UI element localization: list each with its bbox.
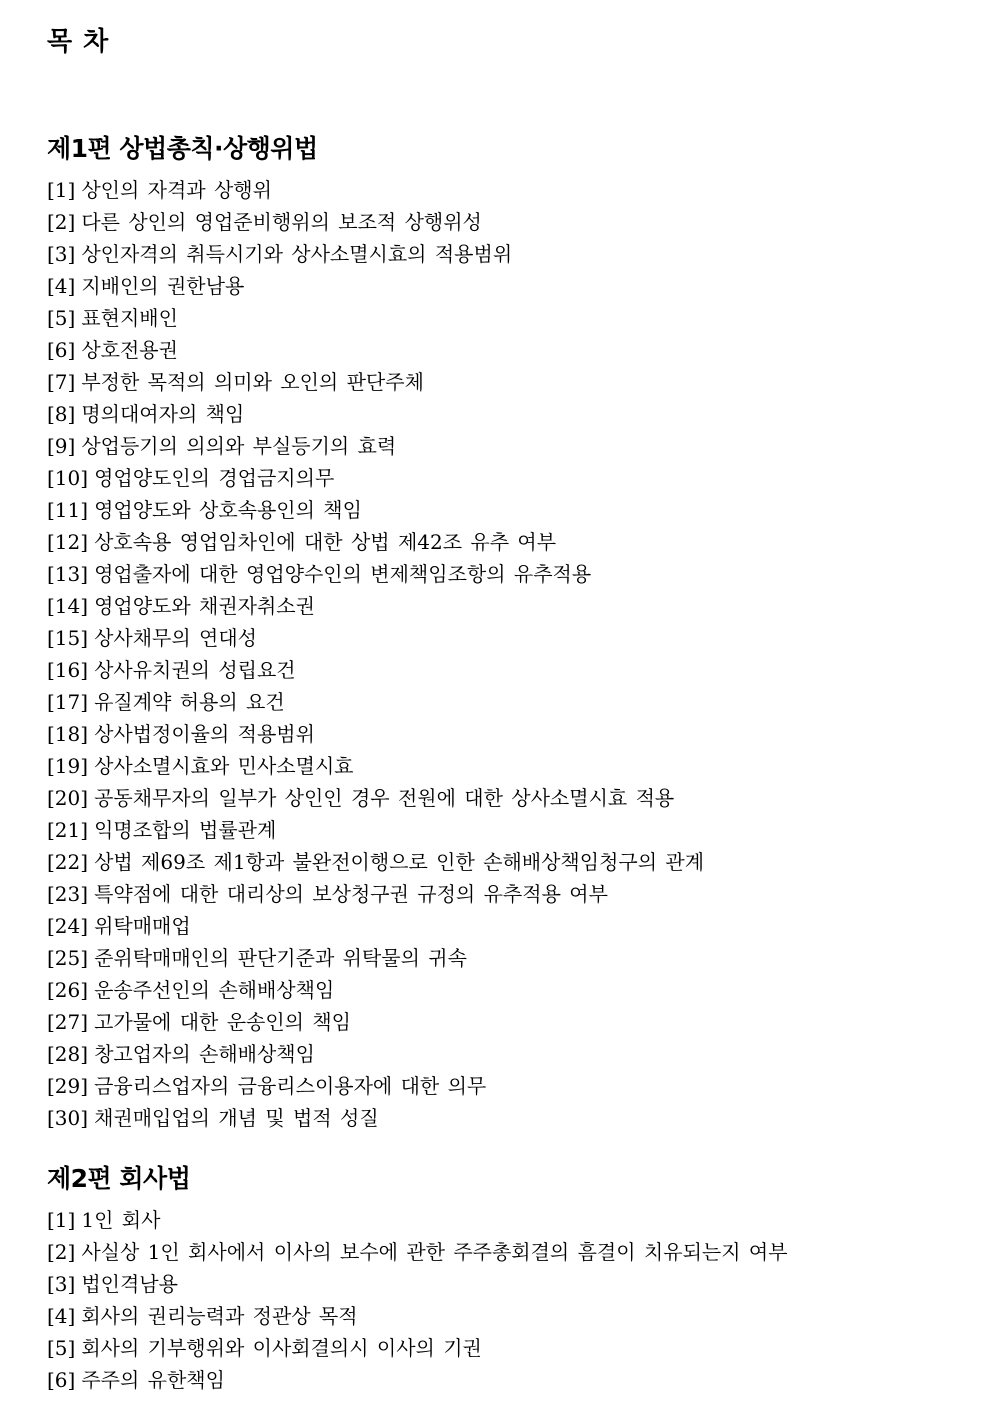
entry-title: 주주의 유한책임	[81, 1368, 225, 1392]
toc-entry	[47, 1364, 967, 1396]
entry-title: 영업양도와 상호속용인의 책임	[94, 498, 362, 522]
entry-number: [9]	[47, 434, 76, 458]
entry-title: 상호전용권	[81, 338, 178, 362]
entry-title: 상사법정이율의 적용범위	[94, 722, 315, 746]
entry-title: 익명조합의 법률관계	[94, 818, 277, 842]
entry-title: 공동채무자의 일부가 상인인 경우 전원에 대한 상사소멸시효 적용	[94, 786, 675, 810]
entry-number: [29]	[47, 1074, 89, 1098]
entry-title: 상인자격의 취득시기와 상사소멸시효의 적용범위	[81, 242, 513, 266]
toc-entry	[47, 1038, 967, 1070]
toc-entry	[47, 1070, 967, 1102]
entry-title: 상인의 자격과 상행위	[81, 178, 272, 202]
part-title: 제2편 회사법	[47, 1164, 191, 1193]
toc-entry	[47, 750, 967, 782]
entry-title: 명의대여자의 책임	[81, 402, 245, 426]
entry-number: [22]	[47, 850, 89, 874]
entry-title: 영업양도와 채권자취소권	[94, 594, 315, 618]
entry-title: 회사의 권리능력과 정관상 목적	[81, 1304, 358, 1328]
entry-number: [4]	[47, 1304, 76, 1328]
part-2	[47, 1160, 967, 1396]
toc-entry	[47, 270, 967, 302]
entry-number: [14]	[47, 594, 89, 618]
toc-entry	[47, 974, 967, 1006]
part-1-entries	[47, 174, 967, 1134]
entry-title: 사실상 1인 회사에서 이사의 보수에 관한 주주총회결의 흠결이 치유되는지 여부	[81, 1240, 788, 1264]
entry-title: 상업등기의 의의와 부실등기의 효력	[81, 434, 397, 458]
entry-number: [6]	[47, 338, 76, 362]
toc-title: 목 차	[47, 27, 110, 57]
entry-title: 채권매입업의 개념 및 법적 성질	[94, 1106, 379, 1130]
entry-number: [7]	[47, 370, 76, 394]
toc-entry	[47, 206, 967, 238]
entry-number: [10]	[47, 466, 89, 490]
entry-number: [17]	[47, 690, 89, 714]
entry-number: [2]	[47, 1240, 76, 1264]
entry-title: 위탁매매업	[94, 914, 191, 938]
entry-number: [3]	[47, 1272, 76, 1296]
entry-number: [5]	[47, 306, 76, 330]
entry-number: [5]	[47, 1336, 76, 1360]
entry-number: [13]	[47, 562, 89, 586]
entry-number: [15]	[47, 626, 89, 650]
toc-entry	[47, 590, 967, 622]
toc-entry	[47, 1006, 967, 1038]
toc-page	[47, 22, 967, 1396]
toc-entry	[47, 942, 967, 974]
toc-entry	[47, 622, 967, 654]
toc-entry	[47, 1300, 967, 1332]
entry-number: [30]	[47, 1106, 89, 1130]
part-title: 제1편 상법총칙·상행위법	[47, 134, 318, 163]
entry-number: [8]	[47, 402, 76, 426]
part-2-entries	[47, 1204, 967, 1396]
entry-number: [1]	[47, 1208, 76, 1232]
toc-entry	[47, 398, 967, 430]
entry-title: 영업출자에 대한 영업양수인의 변제책임조항의 유추적용	[94, 562, 592, 586]
entry-number: [28]	[47, 1042, 89, 1066]
entry-number: [1]	[47, 178, 76, 202]
entry-number: [24]	[47, 914, 89, 938]
toc-entry	[47, 878, 967, 910]
toc-entry	[47, 526, 967, 558]
entry-title: 상사유치권의 성립요건	[94, 658, 296, 682]
toc-entry	[47, 1204, 967, 1236]
entry-title: 상사소멸시효와 민사소멸시효	[94, 754, 354, 778]
toc-entry	[47, 1268, 967, 1300]
entry-number: [26]	[47, 978, 89, 1002]
toc-entry	[47, 1102, 967, 1134]
entry-number: [16]	[47, 658, 89, 682]
toc-entry	[47, 1332, 967, 1364]
entry-title: 회사의 기부행위와 이사회결의시 이사의 기권	[81, 1336, 482, 1360]
entry-title: 다른 상인의 영업준비행위의 보조적 상행위성	[81, 210, 482, 234]
entry-title: 특약점에 대한 대리상의 보상청구권 규정의 유추적용 여부	[94, 882, 608, 906]
entry-title: 준위탁매매인의 판단기준과 위탁물의 귀속	[94, 946, 467, 970]
entry-number: [11]	[47, 498, 89, 522]
entry-title: 표현지배인	[81, 306, 178, 330]
entry-number: [18]	[47, 722, 89, 746]
toc-entry	[47, 782, 967, 814]
toc-entry	[47, 654, 967, 686]
entry-title: 창고업자의 손해배상책임	[94, 1042, 315, 1066]
toc-entry	[47, 334, 967, 366]
toc-entry	[47, 430, 967, 462]
toc-entry	[47, 174, 967, 206]
entry-title: 1인 회사	[81, 1208, 161, 1232]
entry-number: [4]	[47, 274, 76, 298]
toc-entry	[47, 1236, 967, 1268]
entry-title: 금융리스업자의 금융리스이용자에 대한 의무	[94, 1074, 487, 1098]
toc-entry	[47, 910, 967, 942]
entry-number: [3]	[47, 242, 76, 266]
entry-number: [25]	[47, 946, 89, 970]
toc-entry	[47, 814, 967, 846]
entry-number: [27]	[47, 1010, 89, 1034]
entry-title: 고가물에 대한 운송인의 책임	[94, 1010, 351, 1034]
entry-number: [23]	[47, 882, 89, 906]
entry-title: 부정한 목적의 의미와 오인의 판단주체	[81, 370, 424, 394]
toc-entry	[47, 558, 967, 590]
toc-entry	[47, 718, 967, 750]
entry-number: [6]	[47, 1368, 76, 1392]
entry-title: 영업양도인의 경업금지의무	[94, 466, 335, 490]
entry-number: [21]	[47, 818, 89, 842]
entry-number: [20]	[47, 786, 89, 810]
part-1	[47, 130, 967, 1134]
toc-entry	[47, 238, 967, 270]
entry-title: 상사채무의 연대성	[94, 626, 257, 650]
entry-title: 상법 제69조 제1항과 불완전이행으로 인한 손해배상책임청구의 관계	[94, 850, 705, 874]
entry-number: [19]	[47, 754, 89, 778]
entry-title: 상호속용 영업임차인에 대한 상법 제42조 유추 여부	[94, 530, 557, 554]
toc-entry	[47, 846, 967, 878]
toc-entry	[47, 366, 967, 398]
entry-title: 법인격남용	[81, 1272, 178, 1296]
entry-number: [2]	[47, 210, 76, 234]
entry-number: [12]	[47, 530, 89, 554]
entry-title: 운송주선인의 손해배상책임	[94, 978, 335, 1002]
entry-title: 지배인의 권한남용	[81, 274, 245, 298]
toc-entry	[47, 462, 967, 494]
toc-entry	[47, 494, 967, 526]
entry-title: 유질계약 허용의 요건	[94, 690, 285, 714]
toc-entry	[47, 686, 967, 718]
toc-entry	[47, 302, 967, 334]
